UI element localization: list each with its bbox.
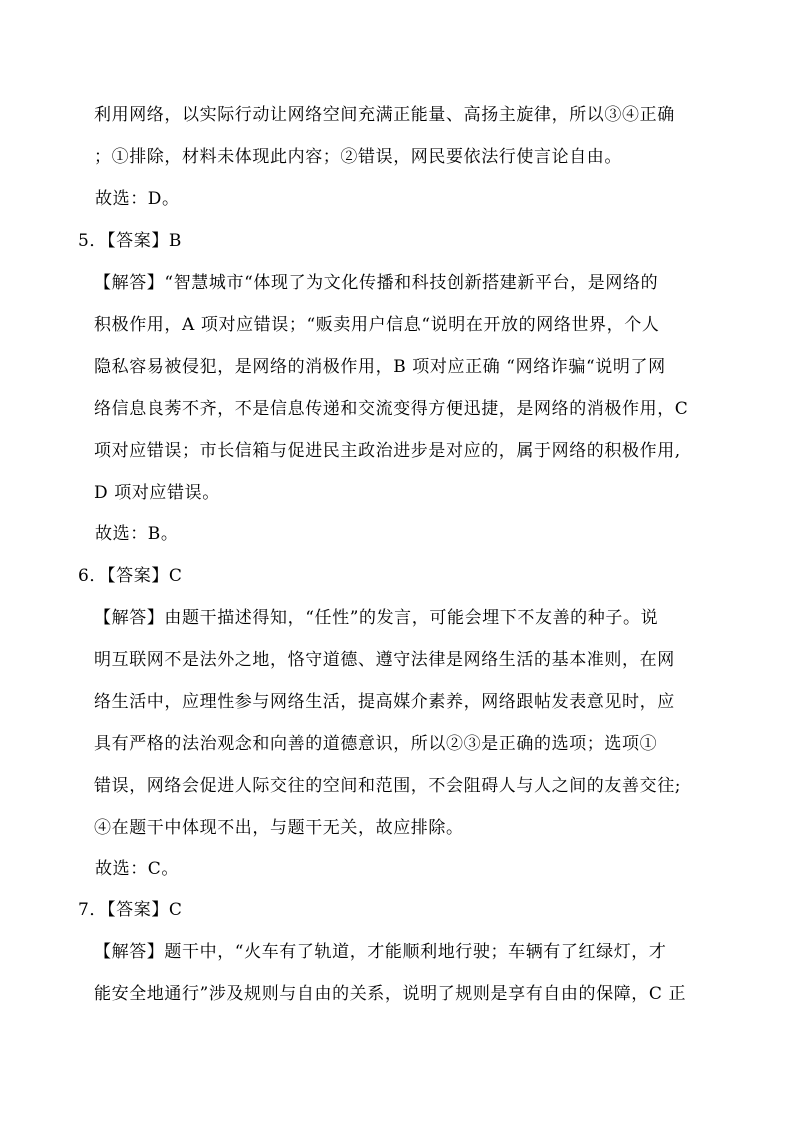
answer-5-text-line-2: 积极作用，A 项对应错误；“贩卖用户信息“说明在开放的网络世界，个人	[94, 315, 660, 335]
answer-5-text-line-4: 络信息良莠不齐，不是信息传递和交流变得方便迅捷，是网络的消极作用，C	[94, 399, 689, 419]
answer-4-text-line-1: 利用网络，以实际行动让网络空间充满正能量、高扬主旋律，所以③④正确	[94, 105, 675, 125]
answer-5-text-line-5: 项对应错误；市长信箱与促进民主政治进步是对应的，属于网络的积极作用,	[94, 441, 681, 461]
question-7-answer-heading: 7．【答案】C	[78, 900, 183, 920]
answer-7-text-line-2: 能安全地通行”涉及规则与自由的关系，说明了规则是享有自由的保障，C 正	[94, 984, 687, 1004]
answer-6-text-line-4: 具有严格的法治观念和向善的道德意识，所以②③是正确的选项；选项①	[94, 734, 658, 754]
answer-6-choice: 故选：C。	[95, 859, 180, 879]
answer-5-text-line-3: 隐私容易被侵犯，是网络的消极作用，B 项对应正确 “网络诈骗“说明了网	[94, 357, 666, 377]
answer-6-text-line-2: 明互联网不是法外之地，恪守道德、遵守法律是网络生活的基本准则，在网	[94, 650, 675, 670]
answer-6-text-line-1: 【解答】由题干描述得知，“任性”的发言，可能会埋下不友善的种子。说	[94, 608, 659, 628]
question-5-answer-heading: 5．【答案】B	[78, 231, 183, 251]
question-6-answer-heading: 6．【答案】C	[78, 566, 183, 586]
answer-5-choice: 故选：B。	[95, 524, 179, 544]
answer-4-text-line-2: ；①排除，材料未体现此内容；②错误，网民要依法行使言论自由。	[94, 147, 622, 167]
answer-6-text-line-3: 络生活中，应理性参与网络生活，提高媒介素养，网络跟帖发表意见时，应	[94, 692, 675, 712]
answer-7-text-line-1: 【解答】题干中，“火车有了轨道，才能顺利地行驶；车辆有了红绿灯，才	[94, 942, 667, 962]
answer-5-text-line-1: 【解答】“智慧城市“体现了为文化传播和科技创新搭建新平台，是网络的	[94, 273, 659, 293]
answer-4-choice: 故选：D。	[95, 189, 180, 209]
answer-6-text-line-5: 错误，网络会促进人际交往的空间和范围，不会阻碍人与人之间的友善交往;	[94, 776, 682, 796]
answer-5-text-line-6: D 项对应错误。	[94, 483, 220, 503]
answer-6-text-line-6: ④在题干中体现不出，与题干无关，故应排除。	[94, 818, 464, 838]
